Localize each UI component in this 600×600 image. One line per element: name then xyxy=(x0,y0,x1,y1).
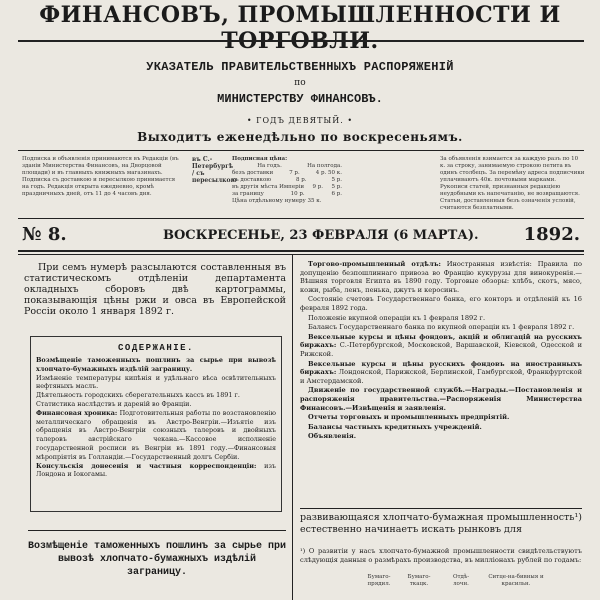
contents-item xyxy=(36,356,276,374)
contents-entry-text: С.-Петербургской, Московской, Варшавской, Кіевской, Одесской и Рижской. xyxy=(300,341,582,358)
contents-entry xyxy=(300,333,582,359)
contents-item-bold: Финансовая хроника: xyxy=(36,408,118,417)
price-header: На годъ. xyxy=(257,163,282,169)
contents-item-text: Подготовительныя работы по возстановленію металлическаго обращенія въ Австро-Венгріи.—Изъятіе изъ обращенія въ Австро-Венгріи союзныхъ талеровъ и двойныхъ талеровъ австрійскаго чекана.—Кассовое исполненіе государственной росписи въ Венгріи въ 1891 году.—Финансовыя мѣропріятія въ Голландіи.—Государственный долгъ Сербіи. xyxy=(36,408,276,461)
price-cell: 6 р. xyxy=(331,191,342,197)
left-column xyxy=(24,262,286,317)
contents-item-bold: Возмѣщеніе таможенныхъ пошлинъ за сырье при вывозѣ хлопчато-бумажныхъ издѣлій заграницу. xyxy=(36,356,276,373)
price-cell: за границу xyxy=(232,191,264,197)
contents-item-text: Дѣятельность городскихъ сберегательныхъ кассъ въ 1891 г. xyxy=(36,391,240,400)
table-header-cell: Бумаго-прядил. xyxy=(367,574,391,587)
contents-entry-bold: Объявленія. xyxy=(308,432,356,441)
prices-title: Подписная цѣна: xyxy=(232,156,288,162)
contents-item xyxy=(36,409,276,462)
price-cell: 8 р. xyxy=(296,177,307,183)
info-bottom-rule xyxy=(18,218,584,219)
price-cell: въ другія мѣста Имперіи xyxy=(232,184,305,190)
contents-box xyxy=(30,336,282,512)
contents-entry-text: Балансъ Государственнаго банка по вкупной операціи къ 1 февраля 1892 г. xyxy=(308,323,575,332)
contents-entry-bold: Торгово-промышленный отдѣлъ: xyxy=(308,260,441,268)
price-header: На полгода. xyxy=(307,163,342,169)
weekly-label: Выходитъ еженедѣльно по воскресеньямъ. xyxy=(137,130,463,144)
contents-entry xyxy=(300,295,582,312)
issue-date: ВОСКРЕСЕНЬЕ, 23 ФЕВРАЛЯ (6 МАРТА). xyxy=(163,228,479,243)
table-header-cell: Ситце-на-бивныя и красильн. xyxy=(488,574,544,587)
contents-entry-bold: Движеніе по государственной службѣ.—Награды.—Постановленія и распоряженія правительства.—Распоряженія Министерства Финансовъ.—Извѣщенія и заявленія. xyxy=(300,386,582,412)
contents-item-text: изъ Лондона и Іокогамы. xyxy=(36,461,276,479)
subtitle-line3: МИНИСТЕРСТВУ ФИНАНСОВЪ. xyxy=(217,92,383,106)
contents-item xyxy=(36,400,276,409)
subscription-info: Подписка и объявленія принимаются въ Редакціи (въ зданіи Министерства Финансовъ, на Дворцовой площади) и въ главныхъ книжныхъ магазинахъ. Подписка съ доставкою и пересылкою принимается на годъ. Редакція открыта ежедневно, кромѣ праздничныхъ дней, отъ 11 до 4 часовъ дня. xyxy=(22,156,179,197)
price-row xyxy=(232,177,342,184)
contents-entry-text: Лондонской, Парижской, Берлинской, Гамбургской, Франкфуртской и Амстердамской. xyxy=(300,368,582,385)
table-header-cell: Отдѣ-лочн. xyxy=(452,574,470,587)
price-row xyxy=(232,191,342,198)
article-top-rule xyxy=(28,530,286,531)
contents-entry xyxy=(300,323,582,332)
contents-entry-bold: Балансы частныхъ кредитныхъ учрежденій. xyxy=(308,422,482,431)
contents-entry xyxy=(300,314,582,323)
info-top-rule xyxy=(18,150,584,151)
issue-number: № 8. xyxy=(22,224,67,245)
issue-rule-thick xyxy=(18,250,584,252)
subscription-region: въ С.-Петербургѣ / съ пересылкою xyxy=(192,156,237,184)
price-cell: 5 р. xyxy=(331,177,342,183)
subscription-prices xyxy=(232,156,342,218)
contents-entry xyxy=(300,360,582,386)
masthead-title: ФИНАНСОВЪ, ПРОМЫШЛЕННОСТИ И ТОРГОВЛИ. xyxy=(39,2,561,54)
contents-entry-text: Состояніе счетовъ Государственнаго банка, его конторъ и отдѣленій къ 16 февраля 1892 года. xyxy=(300,295,582,312)
contents-item-text: Измѣненіе температуры кипѣнія и удѣльнаго вѣса освѣтительныхъ нефтяныхъ маслъ. xyxy=(36,373,276,391)
contents-item xyxy=(36,374,276,392)
contents-entry xyxy=(300,432,582,441)
price-cell: 9 р. xyxy=(312,184,324,190)
price-row xyxy=(232,184,342,191)
advertising-info: За объявленія взимается за каждую разъ по 10 к. за строку, занимаемую строкою петита въ одинъ столбецъ. За перемѣну адреса подписчики уплачиваютъ 40к. почтовыми марками. Рукописи статей, признанныя редакціею неудобными къ напечатанію, не возвращаются. Статьи, доставленныя безъ означенія условій, считаются безплатными. xyxy=(440,156,585,211)
contents-item-bold: Консульскія донесенія и частныя корреспонденціи: xyxy=(36,461,257,470)
issue-notice: При семъ нумерѣ разсылаются составленныя въ статистическомъ отдѣленіи департамента окладныхъ сборовъ двѣ картограммы, показывающія цѣны ржи и овса въ Европейской Россіи около 1 января 1892 г. xyxy=(24,262,286,317)
issue-rule-thin xyxy=(18,254,584,255)
contents-title: СОДЕРЖАНІЕ. xyxy=(118,343,194,353)
contents-entry-bold: Отчеты торговыхъ и промышленныхъ предпріятій. xyxy=(308,413,510,422)
contents-entry-bold: Вексельные курсы и цѣны фондовъ, акцій и облигацій на русскихъ биржахъ: xyxy=(300,332,582,350)
price-cell: 7 р. xyxy=(289,170,300,176)
contents-entry-text: Положеніе вкупной операціи къ 1 февраля 1892 г. xyxy=(308,313,486,322)
article-top-rule-right xyxy=(300,508,582,509)
price-cell: безъ доставки xyxy=(232,170,274,176)
contents-entry xyxy=(300,260,582,294)
contents-item-text: Статистика наслѣдствъ и дареній во Франціи. xyxy=(36,399,192,408)
subtitle-line2: по xyxy=(294,78,306,88)
article-body: развивающаяся хлопчато-бумажная промышленность¹) естественно начинаетъ искать рынковъ для xyxy=(300,512,582,535)
price-cell: 4 р. 50 к. xyxy=(315,170,342,176)
contents-list xyxy=(31,356,281,479)
year-label: • ГОДЪ ДЕВЯТЫЙ. • xyxy=(246,116,354,125)
column-divider xyxy=(292,254,293,600)
contents-entry xyxy=(300,423,582,432)
contents-entry xyxy=(300,386,582,412)
issue-year: 1892. xyxy=(523,224,580,245)
issue-line xyxy=(18,224,584,246)
contents-item xyxy=(36,391,276,400)
single-issue-price: Цѣна отдѣльному нумеру 35 к. xyxy=(232,198,322,204)
prices-header-row xyxy=(232,163,342,170)
price-cell: 5 р. xyxy=(331,184,342,190)
contents-entry-text: Иностранныя извѣстія: Правила по допущенію безпошлиннаго привоза во Францію кукурузы для винокуренія.—Вѣшняя торговля Египта въ 1890 году. Торговые обзоры: хлѣбъ, скотъ, мясо, кожи, рыба, ленъ, пенька, джутъ и керосинъ. xyxy=(300,260,582,294)
right-column xyxy=(300,260,582,442)
article-footnote: ¹) О развитіи у насъ хлопчато-бумажной промышленности свидѣтельствуютъ слѣдующія данныя о размѣрахъ производства, въ милліонахъ рублей по годамъ: xyxy=(300,547,582,564)
price-cell: 10 р. xyxy=(290,191,305,197)
masthead-rule xyxy=(18,40,584,42)
contents-entry xyxy=(300,413,582,422)
production-table-header xyxy=(300,574,582,600)
contents-item xyxy=(36,462,276,480)
article-heading: Возмѣщеніе таможенныхъ пошлинъ за сырье при вывозѣ хлопчато-бумажныхъ издѣлій заграницу. xyxy=(27,541,287,578)
price-row xyxy=(232,170,342,177)
subtitle-line1: УКАЗАТЕЛЬ ПРАВИТЕЛЬСТВЕННЫХЪ РАСПОРЯЖЕНІЙ xyxy=(146,60,454,74)
price-cell: съ доставкою xyxy=(232,177,272,183)
contents-entry-bold: Вексельные курсы и цѣны русскихъ фондовъ на иностранныхъ биржахъ: xyxy=(300,359,582,377)
table-header-cell: Бумаго-ткацк. xyxy=(407,574,431,587)
